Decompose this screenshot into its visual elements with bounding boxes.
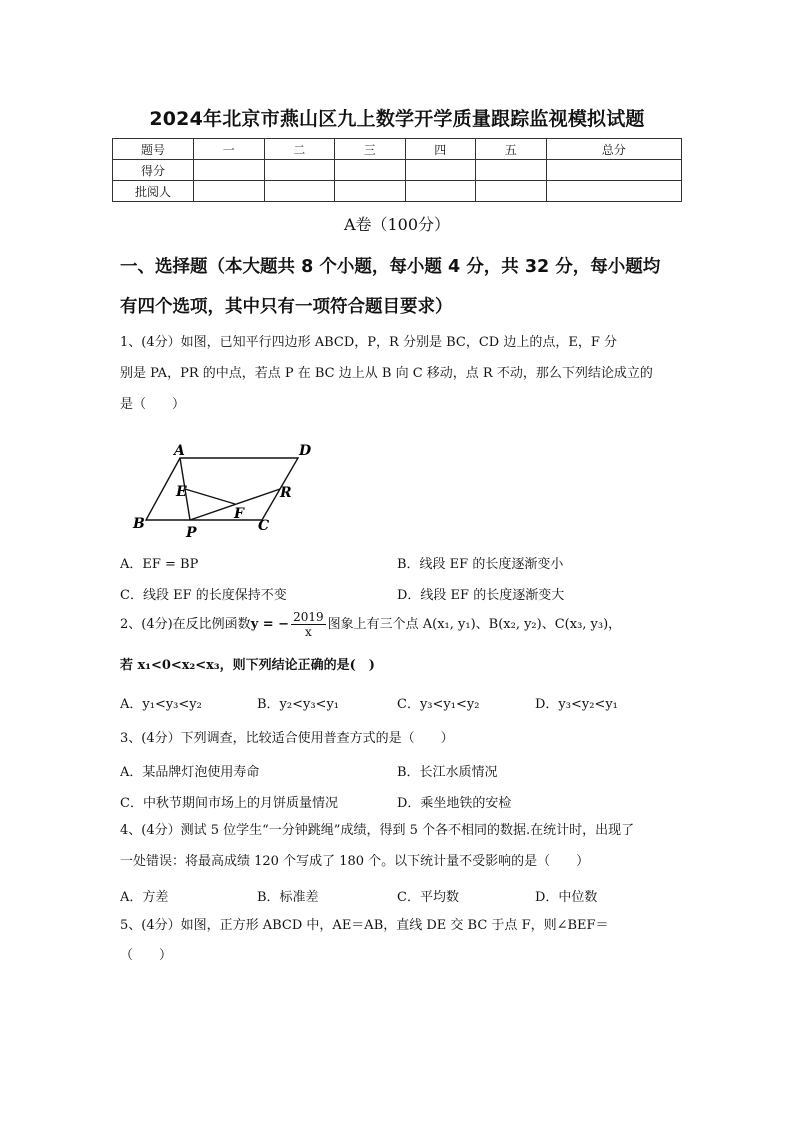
table-cell[interactable] xyxy=(194,160,265,181)
q3-option-c[interactable]: C．中秋节期间市场上的月饼质量情况 xyxy=(120,796,338,811)
q2-option-d[interactable]: D．y₃<y₂<y₁ xyxy=(535,697,618,712)
q4-text-line-1: 4、(4分）测试 5 位学生“一分钟跳绳”成绩，得到 5 个各不相同的数据.在统计时，出现了 xyxy=(120,823,635,838)
q5-text-line-1: 5、(4分）如图，正方形 ABCD 中，AE＝AB，直线 DE 交 BC 于点 F，则∠BEF＝ xyxy=(120,918,609,933)
q4-option-a[interactable]: A．方差 xyxy=(120,890,169,905)
q2-option-a[interactable]: A．y₁<y₃<y₂ xyxy=(120,697,202,712)
q4-option-b[interactable]: B．标准差 xyxy=(257,890,319,905)
q2-fraction xyxy=(291,610,326,639)
table-cell: 一 xyxy=(194,139,265,160)
q4-text-line-2: 一处错误：将最高成绩 120 个写成了 180 个。以下统计量不受影响的是（ ） xyxy=(120,854,590,869)
section-heading-line-2: 有四个选项，其中只有一项符合题目要求） xyxy=(120,297,453,317)
table-cell[interactable] xyxy=(546,160,682,181)
part-a-heading: A卷（100分） xyxy=(343,215,451,234)
q3-option-d[interactable]: D．乘坐地铁的安检 xyxy=(397,796,512,811)
segment-ef xyxy=(185,489,235,504)
score-table-header-row xyxy=(113,139,682,160)
table-cell[interactable] xyxy=(476,181,547,202)
q1-option-a[interactable]: A．EF = BP xyxy=(120,557,199,572)
score-table xyxy=(112,138,682,202)
label-d: D xyxy=(299,443,312,459)
q2-function-lhs: y = − xyxy=(250,617,290,632)
table-cell[interactable] xyxy=(194,181,265,202)
score-table-row xyxy=(113,160,682,181)
table-cell[interactable] xyxy=(264,181,335,202)
table-cell: 四 xyxy=(405,139,476,160)
q2-fraction-denominator: x xyxy=(304,625,312,639)
q4-option-d[interactable]: D．中位数 xyxy=(535,890,598,905)
q3-text-line-1: 3、(4分）下列调查，比较适合使用普查方式的是（ ） xyxy=(120,731,454,746)
q1-option-b[interactable]: B．线段 EF 的长度逐渐变小 xyxy=(397,557,564,572)
q4-option-c[interactable]: C．平均数 xyxy=(397,890,459,905)
table-cell: 五 xyxy=(476,139,547,160)
table-cell: 批阅人 xyxy=(113,181,194,202)
label-f: F xyxy=(234,506,244,522)
table-cell[interactable] xyxy=(264,160,335,181)
table-cell[interactable] xyxy=(476,160,547,181)
table-cell: 总分 xyxy=(546,139,682,160)
label-c: C xyxy=(258,518,270,534)
score-table-row xyxy=(113,181,682,202)
q3-option-a[interactable]: A．某品牌灯泡使用寿命 xyxy=(120,765,260,780)
q2-fraction-numerator: 2019 xyxy=(293,610,324,624)
table-cell: 题号 xyxy=(113,139,194,160)
q5-text-line-2: （ ） xyxy=(120,948,173,963)
q1-text-line-1: 1、(4分）如图，已知平行四边形 ABCD，P，R 分别是 BC，CD 边上的点，E，F 分 xyxy=(120,335,617,350)
label-r: R xyxy=(280,485,292,501)
q2-option-c[interactable]: C．y₃<y₁<y₂ xyxy=(397,697,480,712)
table-cell[interactable] xyxy=(405,160,476,181)
table-cell: 三 xyxy=(335,139,406,160)
q2-text-line-1 xyxy=(120,610,690,639)
exam-title: 2024年北京市燕山区九上数学开学质量跟踪监视模拟试题 xyxy=(149,108,645,130)
table-cell[interactable] xyxy=(405,181,476,202)
label-p: P xyxy=(186,525,197,540)
table-cell: 得分 xyxy=(113,160,194,181)
parallelogram-abcd xyxy=(146,458,298,520)
q3-option-b[interactable]: B．长江水质情况 xyxy=(397,765,498,780)
label-e: E xyxy=(176,484,187,500)
q1-text-line-3: 是（ ） xyxy=(120,397,186,412)
parallelogram-figure xyxy=(128,440,318,540)
q2-option-b[interactable]: B．y₂<y₃<y₁ xyxy=(257,697,340,712)
q2-prefix: 2、(4分)在反比例函数 xyxy=(120,617,251,632)
q1-option-d[interactable]: D．线段 EF 的长度逐渐变大 xyxy=(397,588,565,603)
table-cell[interactable] xyxy=(546,181,682,202)
label-b: B xyxy=(133,516,145,532)
q1-text-line-2: 别是 PA，PR 的中点，若点 P 在 BC 边上从 B 向 C 移动，点 R 不动，那么下列结论成立的 xyxy=(120,366,653,381)
table-cell[interactable] xyxy=(335,181,406,202)
label-a: A xyxy=(174,443,185,459)
table-cell[interactable] xyxy=(335,160,406,181)
q2-text-line-2: 若 x₁<0<x₂<x₃，则下列结论正确的是( ) xyxy=(120,658,375,673)
table-cell: 二 xyxy=(264,139,335,160)
q2-suffix: 图象上有三个点 A(x₁, y₁)、B(x₂, y₂)、C(x₃, y₃)， xyxy=(327,617,622,632)
section-heading-line-1: 一、选择题（本大题共 8 个小题，每小题 4 分，共 32 分，每小题均 xyxy=(120,257,661,277)
q1-option-c[interactable]: C．线段 EF 的长度保持不变 xyxy=(120,588,287,603)
